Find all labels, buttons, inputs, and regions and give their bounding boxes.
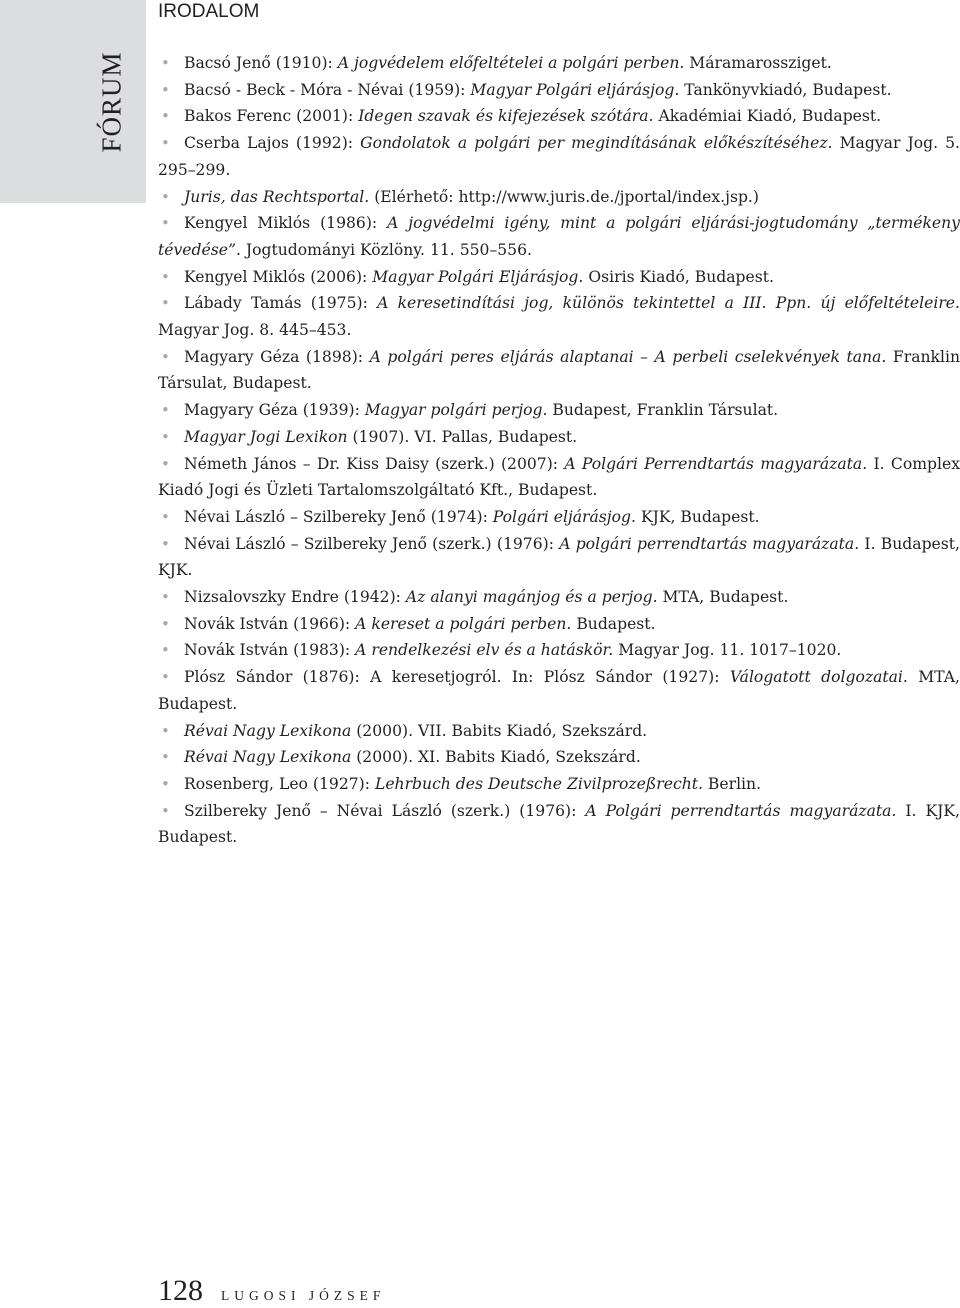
reference-title: Juris, das Rechtsportal. xyxy=(184,187,370,206)
reference-text: MTA, Budapest. xyxy=(657,588,789,607)
reference-text: Németh János – Dr. Kiss Daisy (szerk.) (2007): xyxy=(184,454,565,473)
reference-text: Magyary Géza (1898): xyxy=(184,347,370,366)
reference-title: Magyar Jogi Lexikon xyxy=(184,427,348,446)
reference-item xyxy=(158,744,960,771)
reference-title: A polgári perrendtartás magyarázata. xyxy=(559,534,860,553)
reference-item xyxy=(158,264,960,291)
bullet-icon: • xyxy=(161,54,170,72)
running-author: LUGOSI JÓZSEF xyxy=(221,1288,386,1303)
bullet-icon: • xyxy=(161,294,170,313)
reference-item xyxy=(158,77,960,104)
bullet-icon: • xyxy=(161,134,170,153)
reference-list xyxy=(158,50,960,851)
section-tab xyxy=(0,0,146,203)
reference-item xyxy=(158,771,960,798)
reference-text: Berlin. xyxy=(702,774,762,793)
reference-title: Révai Nagy Lexikona xyxy=(184,748,352,767)
reference-text: KJK, Budapest. xyxy=(635,507,760,526)
reference-item xyxy=(158,397,960,424)
reference-title: Válogatott dolgozatai. xyxy=(729,668,908,687)
reference-item xyxy=(158,130,960,183)
reference-title: Magyar Polgári Eljárásjog. xyxy=(372,267,584,286)
reference-item xyxy=(158,451,960,504)
bullet-icon: • xyxy=(161,748,170,767)
reference-title: Magyar polgári perjog. xyxy=(364,401,548,420)
bullet-icon: • xyxy=(161,721,170,740)
reference-item xyxy=(158,531,960,584)
bullet-icon: • xyxy=(161,454,170,473)
reference-title: Idegen szavak és kifejezések szótára. xyxy=(358,107,654,126)
reference-text: I. KJK, Budapest. xyxy=(158,801,960,847)
reference-item xyxy=(158,611,960,638)
reference-item xyxy=(158,184,960,211)
reference-title: A jogvédelmi igény, mint a polgári eljárási-jogtudomány „termékeny tévedése”. xyxy=(158,214,960,259)
references-heading: IRODALOM xyxy=(158,1,260,22)
reference-text: Bacsó - Beck - Móra - Névai (1959): xyxy=(184,80,471,99)
reference-text: Lábady Tamás (1975): xyxy=(184,294,378,313)
reference-title: A keresetindítási jog, különös tekintettel a III. Ppn. új előfeltételeire. xyxy=(377,294,960,313)
reference-text: Magyar Jog. 5. 295–299. xyxy=(158,134,960,179)
reference-text: Plósz Sándor (1876): A keresetjogról. In: Plósz Sándor (1927): xyxy=(184,668,730,687)
reference-title: Polgári eljárásjog. xyxy=(492,507,636,526)
bullet-icon: • xyxy=(161,668,170,687)
reference-text: MTA, Budapest. xyxy=(158,668,960,713)
bullet-icon: • xyxy=(161,401,170,420)
reference-text: Névai László – Szilbereky Jenő (1974): xyxy=(184,507,493,526)
reference-text: Rosenberg, Leo (1927): xyxy=(184,774,375,793)
reference-text: Névai László – Szilbereky Jenő (szerk.) (1976): xyxy=(184,534,560,553)
reference-text: Franklin Társulat, Budapest. xyxy=(158,347,960,393)
reference-text: Budapest. xyxy=(571,614,656,633)
bullet-icon: • xyxy=(161,614,170,633)
reference-item xyxy=(158,718,960,745)
reference-item xyxy=(158,50,960,77)
reference-text: Kengyel Miklós (1986): xyxy=(184,214,388,233)
reference-text: Akadémiai Kiadó, Budapest. xyxy=(653,107,882,126)
reference-item xyxy=(158,637,960,664)
reference-title: A polgári peres eljárás alaptanai – A perbeli cselekvények tana. xyxy=(369,347,887,366)
reference-item xyxy=(158,290,960,343)
reference-text: I. Complex Kiadó Jogi és Üzleti Tartalomszolgáltató Kft., Budapest. xyxy=(158,454,960,500)
section-tab-label: FÓRUM xyxy=(96,51,127,153)
bullet-icon: • xyxy=(161,267,170,286)
page-footer xyxy=(158,1274,385,1308)
reference-text: I. Budapest, KJK. xyxy=(158,534,960,580)
reference-item xyxy=(158,103,960,130)
reference-title: Gondolatok a polgári per megindításának előkészítéséhez. xyxy=(360,134,833,153)
reference-item xyxy=(158,504,960,531)
reference-text: Tankönyvkiadó, Budapest. xyxy=(679,80,892,99)
reference-text: Jogtudományi Közlöny. 11. 550–556. xyxy=(240,240,532,259)
reference-text: Bacsó Jenő (1910): xyxy=(184,54,338,72)
reference-title: Magyar Polgári eljárásjog. xyxy=(470,80,680,99)
reference-text: Magyar Jog. 8. 445–453. xyxy=(158,321,352,340)
bullet-icon: • xyxy=(161,427,170,446)
reference-title: A jogvédelem előfeltételei a polgári perben. xyxy=(337,54,685,72)
bullet-icon: • xyxy=(161,80,170,99)
reference-text: Magyar Jog. 11. 1017–1020. xyxy=(613,641,842,660)
bullet-icon: • xyxy=(161,347,170,366)
reference-item xyxy=(158,344,960,397)
reference-text: (2000). XI. Babits Kiadó, Szekszárd. xyxy=(351,748,641,767)
reference-text: Máramarossziget. xyxy=(684,54,832,72)
reference-text: Kengyel Miklós (2006): xyxy=(184,267,373,286)
reference-title: Lehrbuch des Deutsche Zivilprozeßrecht. xyxy=(374,774,703,793)
reference-title: A Polgári Perrendtartás magyarázata. xyxy=(564,454,868,473)
reference-text: Novák István (1983): xyxy=(184,641,356,660)
reference-item xyxy=(158,664,960,717)
reference-text: (2000). VII. Babits Kiadó, Szekszárd. xyxy=(351,721,648,740)
reference-title: A Polgári perrendtartás magyarázata. xyxy=(585,801,897,820)
bullet-icon: • xyxy=(161,534,170,553)
reference-text: Osiris Kiadó, Budapest. xyxy=(583,267,774,286)
reference-text: Cserba Lajos (1992): xyxy=(184,134,361,153)
reference-title: Révai Nagy Lexikona xyxy=(184,721,352,740)
bullet-icon: • xyxy=(161,214,170,233)
reference-title: Az alanyi magánjog és a perjog. xyxy=(405,588,658,607)
reference-text: Budapest, Franklin Társulat. xyxy=(547,401,779,420)
reference-text: (1907). VI. Pallas, Budapest. xyxy=(347,427,578,446)
reference-text: Nizsalovszky Endre (1942): xyxy=(184,588,406,607)
bullet-icon: • xyxy=(161,507,170,526)
reference-item xyxy=(158,210,960,263)
reference-item xyxy=(158,798,960,851)
reference-title: A kereset a polgári perben. xyxy=(355,614,572,633)
bullet-icon: • xyxy=(161,187,170,206)
bullet-icon: • xyxy=(161,774,170,793)
reference-text: (Elérhető: http://www.juris.de./jportal/index.jsp.) xyxy=(369,187,759,206)
reference-item xyxy=(158,584,960,611)
reference-text: Magyary Géza (1939): xyxy=(184,401,365,420)
page-number: 128 xyxy=(158,1274,203,1307)
bullet-icon: • xyxy=(161,801,170,820)
reference-item xyxy=(158,424,960,451)
reference-text: Szilbereky Jenő – Névai László (szerk.) (1976): xyxy=(184,801,586,820)
reference-title: A rendelkezési elv és a hatáskör. xyxy=(355,641,614,660)
bullet-icon: • xyxy=(161,588,170,607)
reference-text: Novák István (1966): xyxy=(184,614,356,633)
reference-text: Bakos Ferenc (2001): xyxy=(184,107,359,126)
bullet-icon: • xyxy=(161,641,170,660)
bullet-icon: • xyxy=(161,107,170,126)
